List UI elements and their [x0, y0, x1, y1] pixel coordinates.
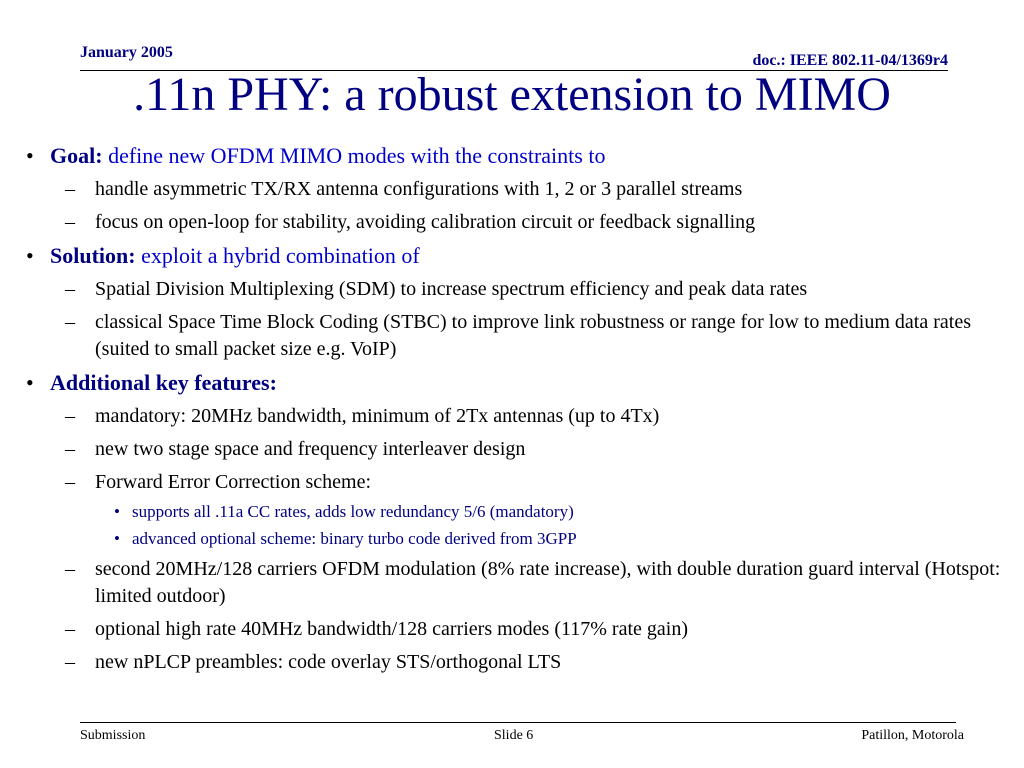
sub-item-text: optional high rate 40MHz bandwidth/128 carriers modes (117% rate gain) — [95, 618, 688, 640]
sub-item — [22, 649, 1012, 676]
bullet-marker: • — [114, 502, 120, 521]
sub-item — [22, 176, 1012, 203]
sub-item — [22, 469, 1012, 496]
header-date: January 2005 — [80, 44, 173, 61]
dash-marker: – — [65, 311, 75, 333]
sub-item — [22, 403, 1012, 430]
dash-marker: – — [65, 471, 75, 493]
sub-item-text: new two stage space and frequency interleaver design — [95, 438, 526, 460]
dash-marker: – — [65, 405, 75, 427]
goal-text: define new OFDM MIMO modes with the constraints to — [102, 143, 606, 168]
bullet-goal — [22, 142, 1012, 170]
dash-marker: – — [65, 558, 75, 580]
footer-divider — [80, 722, 956, 723]
footer-author: Patillon, Motorola — [861, 728, 964, 743]
goal-label: Goal: — [50, 143, 103, 168]
sub-item-text: new nPLCP preambles: code overlay STS/orthogonal LTS — [95, 651, 562, 673]
sub-sub-item-text: advanced optional scheme: binary turbo code derived from 3GPP — [132, 529, 577, 548]
sub-item — [22, 436, 1012, 463]
footer-submission: Submission — [80, 728, 146, 743]
dash-marker: – — [65, 618, 75, 640]
sub-item — [22, 209, 1012, 236]
sub-item-text: Spatial Division Multiplexing (SDM) to increase spectrum efficiency and peak data rates — [95, 278, 808, 300]
dash-marker: – — [65, 278, 75, 300]
bullet-marker: • — [26, 143, 34, 168]
sub-item — [22, 309, 1012, 363]
bullet-features — [22, 369, 1012, 397]
sub-item-text: handle asymmetric TX/RX antenna configurations with 1, 2 or 3 parallel streams — [95, 178, 743, 200]
dash-marker: – — [65, 438, 75, 460]
sub-item — [22, 556, 1012, 610]
sub-item-text: second 20MHz/128 carriers OFDM modulation (8% rate increase), with double duration guard interval (Hotspot: limited outdoor) — [95, 558, 1001, 607]
sub-sub-item-text: supports all .11a CC rates, adds low redundancy 5/6 (mandatory) — [132, 502, 574, 521]
sub-item-text: mandatory: 20MHz bandwidth, minimum of 2Tx antennas (up to 4Tx) — [95, 405, 660, 427]
bullet-marker: • — [26, 243, 34, 268]
sub-item-text: Forward Error Correction scheme: — [95, 471, 372, 493]
sub-item — [22, 616, 1012, 643]
sub-sub-item — [22, 501, 1012, 523]
footer-slide-number: Slide 6 — [494, 728, 534, 743]
features-label: Additional key features: — [50, 370, 277, 395]
sub-sub-item — [22, 528, 1012, 550]
sub-item-text: classical Space Time Block Coding (STBC) to improve link robustness or range for low to medium data rates (suited to small packet size e.g. VoIP) — [95, 311, 971, 360]
bullet-solution — [22, 242, 1012, 270]
dash-marker: – — [65, 211, 75, 233]
solution-text: exploit a hybrid combination of — [135, 243, 420, 268]
slide-title: .11n PHY: a robust extension to MIMO — [133, 68, 891, 121]
header-doc-ref: doc.: IEEE 802.11-04/1369r4 — [752, 52, 948, 69]
sub-item-text: focus on open-loop for stability, avoiding calibration circuit or feedback signalling — [95, 211, 756, 233]
dash-marker: – — [65, 178, 75, 200]
solution-label: Solution: — [50, 243, 136, 268]
sub-item — [22, 276, 1012, 303]
bullet-marker: • — [114, 529, 120, 548]
bullet-marker: • — [26, 370, 34, 395]
slide-body — [22, 142, 1012, 676]
dash-marker: – — [65, 651, 75, 673]
